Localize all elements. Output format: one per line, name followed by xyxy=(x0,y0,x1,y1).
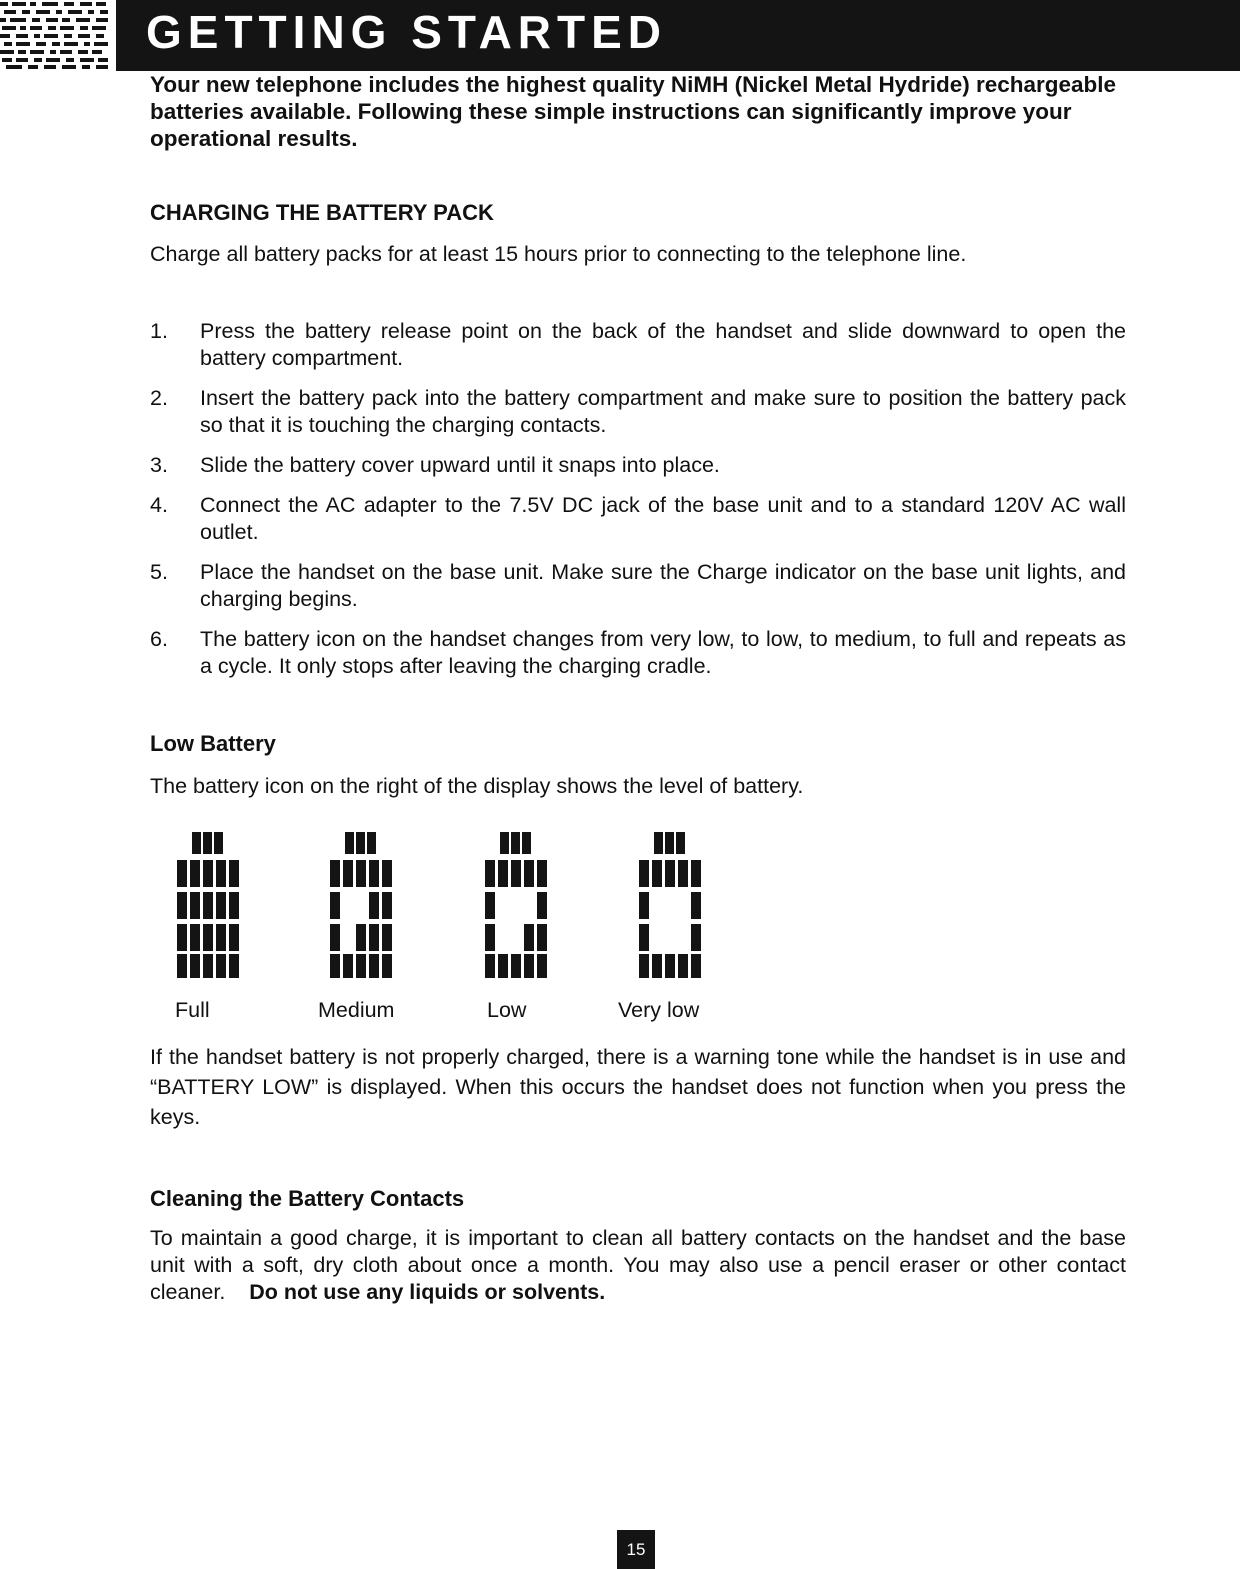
step-text: Insert the battery pack into the battery compartment and make sure to position the battery pack so that it is touching the charging contacts. xyxy=(200,386,1126,437)
step-number: 5. xyxy=(150,560,168,584)
battery-medium-icon xyxy=(328,830,394,980)
cleaning-text: To maintain a good charge, it is important to clean all battery contacts on the handset and the base unit with a soft, dry cloth about once a month. You may also use a pencil eraser or other contact cleaner. xyxy=(150,1226,1126,1304)
step-text: Connect the AC adapter to the 7.5V DC jack of the base unit and to a standard 120V AC wall outlet. xyxy=(200,493,1126,544)
list-item xyxy=(150,559,1126,613)
list-item xyxy=(150,385,1126,439)
battery-label-low: Low xyxy=(487,998,527,1022)
list-item xyxy=(150,626,1126,680)
corner-pattern-icon xyxy=(0,0,110,70)
intro-paragraph: Your new telephone includes the highest quality NiMH (Nickel Metal Hydride) rechargeable batteries available. Following these simple instructions can significantly improve your operational results. xyxy=(150,72,1117,151)
step-number: 1. xyxy=(150,319,168,343)
step-text: The battery icon on the handset changes from very low, to low, to medium, to full and repeats as a cycle. It only stops after leaving the charging cradle. xyxy=(200,627,1126,678)
battery-label-medium: Medium xyxy=(318,998,395,1022)
step-number: 2. xyxy=(150,386,168,410)
page-number: 15 xyxy=(617,1530,655,1569)
step-number: 3. xyxy=(150,453,168,477)
step-text: Slide the battery cover upward until it snaps into place. xyxy=(200,453,720,477)
battery-label-full: Full xyxy=(175,998,210,1022)
cleaning-warning: Do not use any liquids or solvents. xyxy=(249,1280,606,1304)
battery-label-very-low: Very low xyxy=(618,998,700,1022)
list-item xyxy=(150,452,1126,479)
low-battery-paragraph: The battery icon on the right of the display shows the level of battery. xyxy=(150,774,804,798)
step-text: Place the handset on the base unit. Make sure the Charge indicator on the base unit lights, and charging begins. xyxy=(200,560,1126,611)
step-text: Press the battery release point on the back of the handset and slide downward to open the battery compartment. xyxy=(200,319,1126,370)
low-battery-heading: Low Battery xyxy=(150,731,276,756)
list-item xyxy=(150,492,1126,546)
step-number: 6. xyxy=(150,627,168,651)
cleaning-heading: Cleaning the Battery Contacts xyxy=(150,1186,465,1211)
battery-very-low-icon xyxy=(637,830,703,980)
battery-levels xyxy=(170,830,770,1030)
page-title: GETTING STARTED xyxy=(146,6,668,58)
charging-steps-list xyxy=(150,318,1126,693)
charging-paragraph: Charge all battery packs for at least 15 hours prior to connecting to the telephone line. xyxy=(150,242,967,266)
battery-full-icon xyxy=(175,830,241,980)
charging-heading: CHARGING THE BATTERY PACK xyxy=(150,200,494,225)
list-item xyxy=(150,318,1126,372)
step-number: 4. xyxy=(150,493,168,517)
battery-warning-paragraph: If the handset battery is not properly charged, there is a warning tone while the handset is in use and “BATTERY LOW” is displayed. When this occurs the handset does not function when you press the keys. xyxy=(150,1045,1126,1129)
cleaning-paragraph xyxy=(150,1225,1126,1306)
battery-low-icon xyxy=(483,830,549,980)
